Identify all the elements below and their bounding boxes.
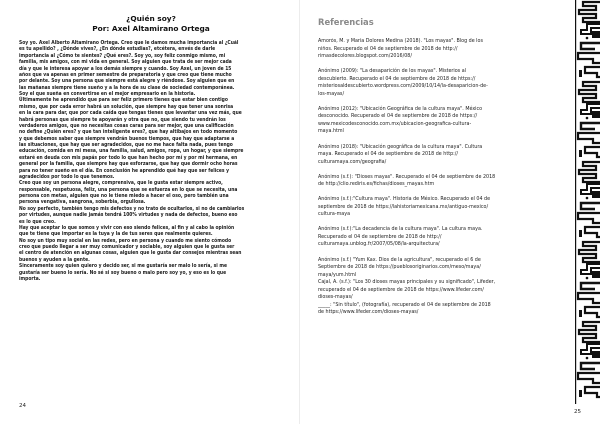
reference-line: Anónimo (2012): "Ubicación Geográfica de la cultura maya". México [318, 105, 483, 112]
reference-line: septiembre de 2018 de https://lahistoriamexicana.mx/antiguo-mexico/ [318, 203, 489, 210]
story-title: ¿Quién soy? [126, 14, 176, 23]
story-line: No soy un tipo muy social en las redes, pero en persona y cuando me siento cómodo [19, 237, 232, 244]
reference-line: recuperado el 04 de septiembre de 2018 de https://www.lifeder.com/ [318, 286, 484, 293]
story-line: familia, mis amigos, con mi vida en general. Soy alguien que trata de ser mejor cada [19, 59, 232, 66]
reference-line: Anónimo (2009): "La desaparición de los mayas". Misterios al [318, 68, 466, 75]
page-number-right: 25 [574, 409, 581, 415]
story-line: Creo que soy un persona alegre, comprensiva, que le gusta estar siempre activo, [19, 180, 223, 187]
story-line: educación, comida en mi mesa, una familia, salud, amigos, ropa, un hogar, y que siempre [19, 148, 244, 155]
story-line: las situaciones, que hay que ser agradecidos, que no me hace falta nada, pues tengo [19, 142, 233, 148]
story-line: general por la familia, que siempre hay que esforzarse, que hay que dormir ocho horas [19, 161, 238, 168]
reference-line: desconocido. Recuperado el 04 de septiembre de 2018 de https:// [318, 113, 478, 120]
reference-line: Anónimo (s.f.):"La decadencia de la cultura maya". La cultura maya. [318, 226, 483, 233]
reference-line: cultura-maya [318, 211, 351, 218]
story-line: mismo, que por cada error habrá un solución, que siempre hay que tener una sonrisa [19, 103, 234, 110]
reference-line: de http://clio.rediris.es/fichas/dioses_mayas.htm [318, 181, 435, 188]
story-body [19, 40, 289, 402]
reference-line: niños. Recuperado el 04 de septiembre de 2018 de http:// [318, 45, 458, 52]
story-line: Soy yo. Axel Alberto Altamirano Ortega. Creo que le damos mucha importancia al ¿Cuál [19, 40, 239, 46]
story-line: verdaderos amigos, que no necesitas cosas caras para ser mejor, que una calificación [19, 122, 234, 129]
reference-item [318, 106, 562, 136]
reference-item [318, 174, 562, 189]
story-line: no define ¿Quién eres? y que tan inteligente eres?, que hay altibajos en todo momento [19, 129, 238, 136]
story-line: estaré en deuda con mis papás por todo lo que han hecho por mí y por mi hermana, en [19, 154, 238, 161]
reference-line: descubierto. Recuperado el 04 de septiembre de 2018 de https:// [318, 75, 476, 82]
story-line: persona con metas, alguien que no le tiene miedo a hacer el oso, pero también una [19, 193, 229, 199]
story-line: y que debemos saber que siempre vendrán buenos tiempos, que hay que adaptarse a [19, 135, 235, 142]
reference-item [318, 68, 562, 98]
story-line: persona vengativa, sangrona, soberbia, orgullosa. [19, 199, 146, 206]
reference-line: maya.html [318, 128, 344, 135]
story-line: el centro de atención en algunas cosas, alguien que le gusta dar consejos mientras sean [19, 250, 242, 257]
story-line: importa. [19, 275, 41, 282]
reference-item [318, 302, 562, 317]
page-number-left: 24 [19, 403, 26, 409]
story-line: Sinceramente soy quien quiero y decido ser, si me gustaría ser malo lo sería, si me [19, 263, 227, 270]
reference-line: www.mexicodesconocido.com.mx/ubicacion-geografica-cultura- [318, 120, 472, 127]
references-list [318, 38, 562, 398]
reference-line: maya/yum.html [318, 271, 357, 278]
reference-line: Septiembre de 2018 de https://pueblosoriginarios.com/meso/maya/ [318, 264, 481, 271]
reference-line: Amorós, M. y María Dolores Medina (2018). "Los mayas". Blog de los [318, 38, 483, 44]
references-heading: Referencias [318, 17, 374, 27]
reference-line: Anónimo (s.f.):"Cultura maya". Historia de México. Recuperado el 04 de [318, 196, 491, 203]
reference-line: Anónimo (2018): "Ubicación geográfica de la cultura maya". Cultura [318, 143, 483, 150]
reference-line: misteriosaldescubierto.wordpress.com/2009/10/14/la-desaparicion-de- [318, 83, 488, 90]
reference-line: de https://www.lifeder.com/dioses-mayas/ [318, 309, 419, 316]
story-line: responsable, respetuosa, feliz, una persona que se esfuerza en lo que se necesita, una [19, 186, 238, 193]
reference-line: Recuperado el 04 de septiembre de 2018 de http:// [318, 233, 442, 240]
story-line: Últimamente he aprendido que para ser feliz primero tienes que estar bien contigo [19, 97, 228, 104]
story-line: No soy perfecto, también tengo mis defectos y no trato de ocultarlos, si no de cambiarlos [19, 205, 245, 212]
reference-item [318, 196, 562, 219]
story-line: por delante. Soy una persona que siempre está alegre y riéndose. Soy alguien que en [19, 78, 235, 85]
story-line: día y que le interesa apoyar a los demás siempre y cuando. Soy Axel, un joven de 15 [19, 65, 232, 72]
story-line: en la cara para dar, que por cada caída que tengas tienes que levantar una vez más, que [19, 110, 242, 117]
story-line: que te tiene que importar es la tuya y la de tus seres que realmente quieres. [19, 231, 213, 238]
maya-glyph-border-icon [575, 0, 600, 404]
story-line: gustaría ser bueno lo sería. No sé si soy bueno o malo pero soy yo, y eso es lo que [19, 269, 227, 276]
story-author: Por: Axel Altamirano Ortega [92, 24, 210, 33]
reference-line: _____: "Sin título", (fotografía), recuperado el 04 de septiembre de 2018 [318, 301, 491, 308]
reference-item [318, 257, 562, 280]
story-line: agradecidos por todo lo que tenemos. [19, 173, 115, 180]
reference-line: culturamaya.unblog.fr/2007/05/08/la-arquitectura/ [318, 241, 440, 248]
reference-line: maya. Recuperado el 04 de septiembre de 2018 de http:// [318, 151, 459, 158]
reference-item [318, 279, 562, 302]
reference-line: culturamaya.com/geografia/ [318, 158, 387, 165]
story-line: Soy el que sueña en convertirse en el mejor empresario en la historia. [19, 91, 196, 97]
reference-line: Anónimo (s.f.): "Dioses mayas". Recuperado el 04 de septiembre de 2018 [318, 173, 496, 180]
reference-item [318, 38, 562, 61]
story-line: habrá personas que siempre te apoyarán y otra que no, que siendo tu vendrán los [19, 116, 226, 123]
reference-line: rimasdecolores.blogspot.com/2016/08/ [318, 53, 412, 60]
reference-item [318, 226, 562, 249]
story-line: Hay que aceptar lo que somos y vivir con eso siendo felices, al fin y al cabo la opinión [19, 224, 235, 231]
reference-line: Cajal, A. (s.f.): "Los 30 dioses mayas principales y su significado", Lifeder, [318, 279, 496, 286]
reference-line: dioses-mayas/ [318, 294, 353, 301]
reference-item [318, 144, 562, 167]
story-line: importancia al ¿Cómo te sientes? ¿Qué eres?. Soy yo, soy feliz conmigo mismo, mi [19, 52, 226, 59]
story-line: buenos y ayuden a la gente. [19, 256, 90, 263]
story-line: las mañanas siempre tiene sueño y a la hora de su clase de sociedad contemporánea. [19, 84, 235, 91]
story-line: para no tener sueño en el día. En conclusión he aprendido qué hay que ser felices y [19, 167, 229, 174]
story-line: por virtudes, aunque nadie jamás tendrá 100% virtudes y nada de defectos, bueno eso [19, 212, 238, 219]
story-line: creo que puedo llegar a ser muy comunicador y sociable, soy alguien que le gusta ser [19, 244, 235, 250]
story-line: es tu apellido? , ¿Dónde vives?, ¿En dónde estudias?, etcétera, envés de darle [19, 46, 216, 53]
reference-line: los-mayas/ [318, 90, 345, 97]
story-line: años que va apenas en primer semestre de preparatoria y que creo que tiene mucho [19, 71, 232, 78]
story-line: es lo que creo. [19, 218, 56, 225]
reference-line: Anónimo (s.f.) "Yum Kax. Dios de la agricultura", recuperado el 6 de [318, 256, 481, 263]
